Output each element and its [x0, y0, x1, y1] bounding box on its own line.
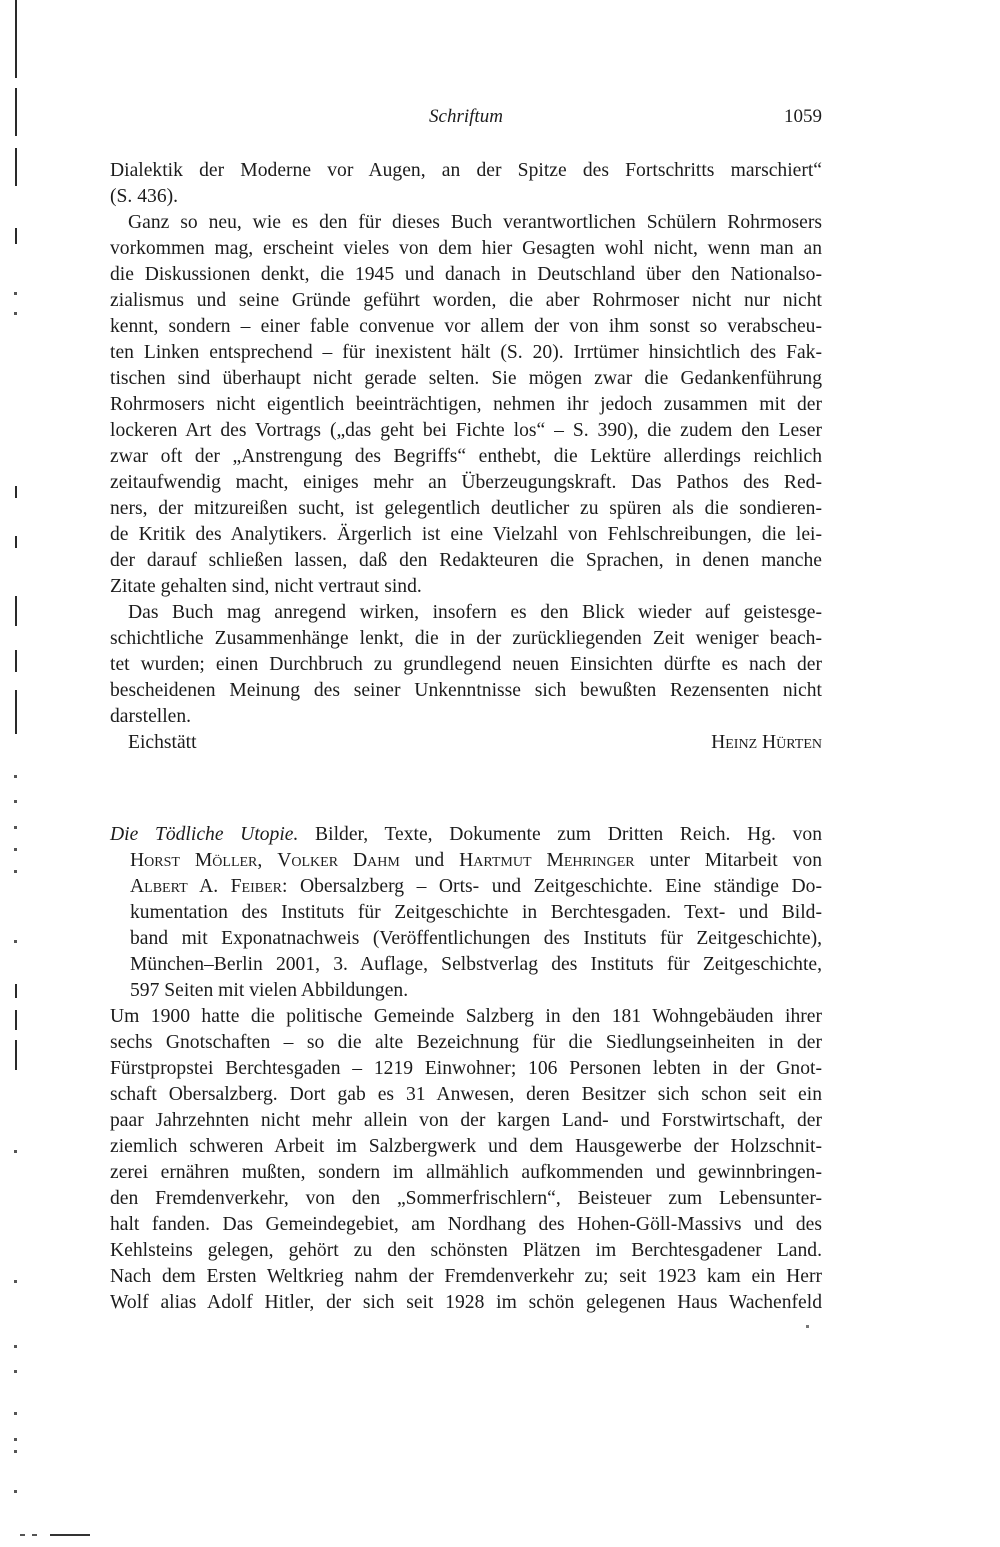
- scan-dot: [14, 1345, 17, 1348]
- text-line: schaft Obersalzberg. Dort gab es 31 Anwesen, deren Besitzer sich schon seit ein: [110, 1084, 822, 1105]
- scan-dot: [14, 826, 17, 829]
- text-line: halt fanden. Das Gemeindegebiet, am Nordhang des Hohen-Göll-Massivs und des: [110, 1214, 822, 1235]
- citation-line: Horst Möller, Volker Dahm und Hartmut Mehringer unter Mitarbeit von: [130, 850, 823, 871]
- text-line: tet wurden; einen Durchbruch zu grundlegend neuen Einsichten dürfte es nach der: [110, 654, 822, 675]
- scan-edge-mark: [15, 148, 17, 186]
- scan-dot: [14, 800, 17, 803]
- signature-line: [128, 730, 822, 756]
- citation-line: kumentation des Instituts für Zeitgeschichte in Berchtesgaden. Text- und Bild-: [130, 902, 822, 923]
- citation-line: Die Tödliche Utopie. Bilder, Texte, Dokumente zum Dritten Reich. Hg. von: [110, 824, 822, 845]
- scan-edge-mark: [15, 536, 17, 548]
- scan-edge-mark: [15, 596, 17, 626]
- scan-dot: [14, 1150, 17, 1153]
- book-title: Die Tödliche Utopie.: [110, 824, 299, 845]
- text-line: zialismus und seine Gründe geführt worden, die aber Rohrmoser nicht nur nicht: [110, 290, 822, 311]
- scan-dot: [14, 870, 17, 873]
- text-line: (S. 436).: [110, 186, 179, 207]
- scan-dot: [14, 312, 17, 315]
- text-line: Wolf alias Adolf Hitler, der sich seit 1928 im schön gelegenen Haus Wachenfeld: [110, 1292, 822, 1313]
- text-line: bescheidenen Meinung des seiner Unkenntnisse sich bewußten Rezensenten nicht: [110, 680, 822, 701]
- text-line: Ganz so neu, wie es den für dieses Buch verantwortlichen Schülern Rohrmosers: [128, 212, 822, 233]
- scan-tick: [806, 1325, 809, 1328]
- scan-edge-mark: [15, 1010, 17, 1030]
- scan-rule: [50, 1534, 90, 1536]
- text-line: Dialektik der Moderne vor Augen, an der Spitze des Fortschritts marschiert“: [110, 160, 822, 181]
- text-line: Fürstpropstei Berchtesgaden – 1219 Einwohner; 106 Personen lebten in der Gnot-: [110, 1058, 822, 1079]
- text-line: zerei ernähren mußten, sondern im allmählich aufkommenden und gewinnbringen-: [110, 1162, 822, 1183]
- scan-dot: [14, 1450, 17, 1453]
- scan-dot: [14, 1490, 17, 1493]
- text-line: schichtliche Zusammenhänge lenkt, die in der zurückliegenden Zeit weniger beach-: [110, 628, 822, 649]
- text-line: Kehlsteins gelegen, gehört zu den schönsten Plätzen im Berchtesgadener Land.: [110, 1240, 822, 1261]
- text-line: Das Buch mag anregend wirken, insofern es den Blick wieder auf geistesge-: [128, 602, 822, 623]
- text-line: der darauf schließen lassen, daß den Redakteuren die Sprachen, in denen manche: [110, 550, 822, 571]
- text-line: lockeren Art des Vortrags („das geht bei Fichte los“ – S. 390), die zudem den Leser: [110, 420, 822, 441]
- text-line: ten Linken entsprechend – für inexistent hält (S. 20). Irrtümer hinsichtlich des Fak-: [110, 342, 822, 363]
- text-line: kennt, sondern – einer fable convenue vor allem der von ihm sonst so verabscheu-: [110, 316, 822, 337]
- editor-name: Albert A. Feiber: [130, 876, 282, 897]
- text-line: ners, der mitzureißen sucht, ist gelegentlich deutlicher zu spüren als die sondieren-: [110, 498, 822, 519]
- text-line: zeitaufwendig macht, einiges mehr an Überzeugungskraft. Das Pathos des Red-: [110, 472, 822, 493]
- scan-dot: [14, 1438, 17, 1441]
- citation-line: 597 Seiten mit vielen Abbildungen.: [130, 980, 409, 1001]
- page-number: 1059: [784, 106, 822, 127]
- scan-edge-mark: [15, 0, 17, 78]
- scan-tick: [32, 1534, 37, 1536]
- text-line: paar Jahrzehnten nicht mehr allein von der kargen Land- und Forstwirtschaft, der: [110, 1110, 822, 1131]
- editor-name: Hartmut Mehringer: [459, 850, 635, 871]
- scan-edge-mark: [15, 486, 17, 498]
- scan-dot: [14, 775, 17, 778]
- running-title: Schriftum: [429, 106, 503, 127]
- text-line: darstellen.: [110, 706, 192, 727]
- text-line: Zitate gehalten sind, nicht vertraut sind.: [110, 576, 422, 597]
- scan-dot: [14, 848, 17, 851]
- text-line: den Fremdenverkehr, von den „Sommerfrischlern“, Beisteuer zum Lebensunter-: [110, 1188, 822, 1209]
- citation-line: band mit Exponatnachweis (Veröffentlichungen des Instituts für Zeitgeschichte),: [130, 928, 822, 949]
- citation-line: München–Berlin 2001, 3. Auflage, Selbstverlag des Instituts für Zeitgeschichte,: [130, 954, 822, 975]
- text-line: Um 1900 hatte die politische Gemeinde Salzberg in den 181 Wohngebäuden ihrer: [110, 1006, 822, 1027]
- scan-edge-mark: [15, 984, 17, 998]
- scan-dot: [14, 292, 17, 295]
- text-line: de Kritik des Analytikers. Ärgerlich ist eine Vielzahl von Fehlschreibungen, die lei-: [110, 524, 822, 545]
- review-place: Eichstätt: [128, 732, 197, 753]
- scan-dot: [14, 940, 17, 943]
- scan-dot: [14, 1412, 17, 1415]
- text-line: vorkommen mag, erscheint vieles von dem hier Gesagten wohl nicht, wenn man an: [110, 238, 822, 259]
- text-line: die Diskussionen denkt, die 1945 und danach in Deutschland über den Nationalso-: [110, 264, 822, 285]
- scan-edge-mark: [15, 88, 17, 136]
- scan-dot: [14, 1370, 17, 1373]
- running-head: [110, 106, 822, 136]
- editor-name: Volker Dahm: [277, 850, 400, 871]
- editor-name: Horst Möller: [130, 850, 258, 871]
- scan-dot: [14, 1280, 17, 1283]
- scan-edge-mark: [15, 228, 17, 244]
- text-line: tischen sind überhaupt nicht gerade selten. Sie mögen zwar die Gedankenführung: [110, 368, 822, 389]
- scan-edge-mark: [15, 690, 17, 734]
- text-line: sechs Gnotschaften – so die alte Bezeichnung für die Siedlungseinheiten in der: [110, 1032, 822, 1053]
- citation-line: Albert A. Feiber: Obersalzberg – Orts- und Zeitgeschichte. Eine ständige Do-: [130, 876, 822, 897]
- scan-edge-mark: [15, 1040, 17, 1070]
- text-line: ziemlich schweren Arbeit im Salzbergwerk und dem Hausgewerbe der Holzschnit-: [110, 1136, 822, 1157]
- scan-tick: [20, 1534, 25, 1536]
- scan-edge-mark: [15, 650, 17, 672]
- text-line: zwar oft der „Anstrengung des Begriffs“ enthebt, die Lektüre allerdings reichlich: [110, 446, 822, 467]
- text-line: Nach dem Ersten Weltkrieg nahm der Fremdenverkehr zu; seit 1923 kam ein Herr: [110, 1266, 822, 1287]
- reviewer-name: Heinz Hürten: [711, 732, 822, 753]
- text-line: Rohrmosers nicht eigentlich beeinträchtigen, nehmen ihr jedoch zusammen mit der: [110, 394, 822, 415]
